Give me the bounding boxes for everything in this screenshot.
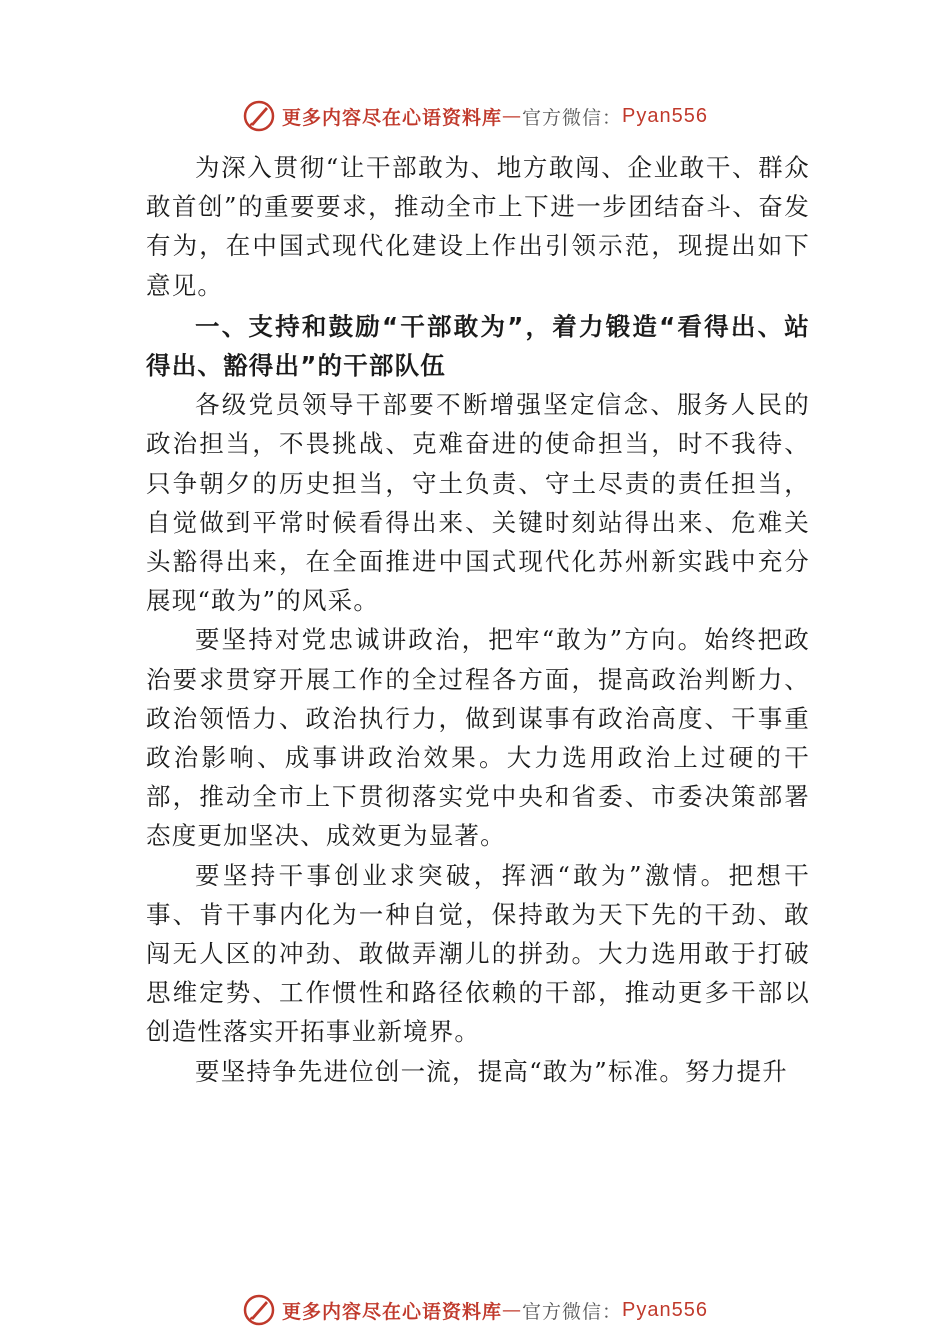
separator: — — [502, 105, 523, 127]
intro-paragraph: 为深入贯彻“让干部敢为、地方敢闯、企业敢干、群众敢首创”的重要要求，推动全市上下进一步团结奋斗、奋发有为，在中国式现代化建设上作出引领示范，现提出如下意见。 — [146, 153, 810, 300]
header-banner — [0, 96, 950, 136]
brand-text: 更多内容尽在心语资料库 — [282, 106, 503, 129]
document-body — [146, 148, 810, 1091]
body-paragraph: 各级党员领导干部要不断增强坚定信念、服务人民的政治担当，不畏挑战、克难奋进的使命担当，时不我待、只争朝夕的历史担当，守土负责、守土尽责的责任担当，自觉做到平常时候看得出来、关键时刻站得出来、危难关头豁得出来，在全面推进中国式现代化苏州新实践中充分展现“敢为”的风采。 — [146, 390, 810, 616]
contact-label: 官方微信： — [522, 1300, 623, 1323]
wechat-id: Pyan556 — [622, 104, 708, 127]
contact-label: 官方微信： — [522, 106, 623, 129]
quill-logo-icon — [242, 1293, 276, 1327]
body-paragraph: 要坚持对党忠诚讲政治，把牢“敢为”方向。始终把政治要求贯穿开展工作的全过程各方面，提高政治判断力、政治领悟力、政治执行力，做到谋事有政治高度、干事重政治影响、成事讲政治效果。大力选用政治上过硬的干部，推动全市上下贯彻落实党中央和省委、市委决策部署态度更加坚决、成效更为显著。 — [146, 625, 810, 851]
section-heading: 一、支持和鼓励“干部敢为”，着力锻造“看得出、站得出、豁得出”的干部队伍 — [146, 311, 810, 381]
wechat-id: Pyan556 — [622, 1298, 708, 1321]
footer-banner — [0, 1290, 950, 1330]
separator: — — [502, 1299, 523, 1321]
body-paragraph: 要坚持干事创业求突破，挥洒“敢为”激情。把想干事、肯干事内化为一种自觉，保持敢为天下先的干劲、敢闯无人区的冲劲、敢做弄潮儿的拼劲。大力选用敢于打破思维定势、工作惯性和路径依赖的干部，推动更多干部以创造性落实开拓事业新境界。 — [146, 860, 810, 1047]
body-paragraph: 要坚持争先进位创一流，提高“敢为”标准。努力提升 — [195, 1056, 788, 1086]
quill-logo-icon — [242, 99, 276, 133]
brand-text: 更多内容尽在心语资料库 — [282, 1300, 503, 1323]
